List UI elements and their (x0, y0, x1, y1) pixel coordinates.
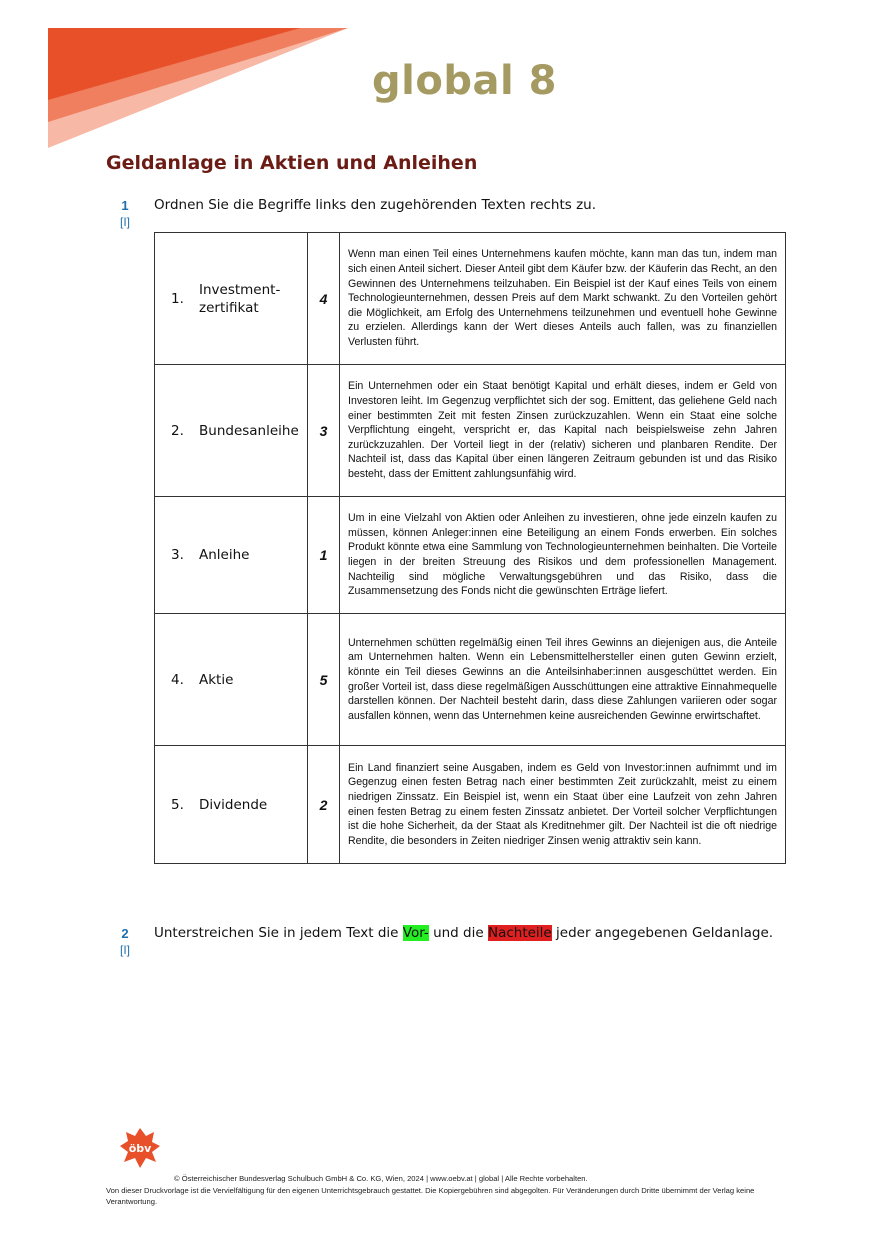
term-label: Investment-zertifikat (199, 281, 281, 316)
instruction-text: Unterstreichen Sie in jedem Text die (154, 925, 403, 941)
answer-cell[interactable]: 1 (308, 497, 340, 614)
highlight-pros: Vor- (402, 925, 429, 941)
instruction-text: und die (428, 925, 488, 941)
task-number: 1 (121, 198, 129, 213)
term-number: 4. (171, 671, 184, 688)
task-2-instruction (154, 925, 773, 941)
answer-cell[interactable]: 2 (308, 746, 340, 864)
description-cell: Ein Land finanziert seine Ausgaben, indem es Geld von Investor:innen aufnimmt und im Gegenzug einen festen Betrag nach einer bestimmten Zeit zurückzahlt, meist zu einem niedrigen Zinssatz. Ein Beispiel ist, wenn ein Staat über eine Laufzeit von zehn Jahren einen festen Betrag zu einem festen Zinssatz anbietet. Der Vorteil solcher Verpflichtungen ist die hohe Sicherheit, da der Staat als Kreditnehmer gilt. Der Nachteil ist die oft niedrige Rendite, die besonders in Zeiten niedriger Zinsen wenig attraktiv sein kann. (340, 746, 786, 864)
term-label: Aktie (199, 671, 234, 688)
term-cell (155, 233, 308, 365)
description-cell: Ein Unternehmen oder ein Staat benötigt Kapital und erhält dieses, indem er Geld von Investoren leiht. Im Gegenzug verpflichtet sich der sog. Emittent, das geliehene Geld nach einer bestimmten Zeit mit festen Zinsen zurückzuzahlen. Wenn ein Staat eine solche Verpflichtung eingeht, verspricht er, das Kapital nach beispielsweise zehn Jahren zurückzuzahlen. Der Vorteil liegt in der (relativ) sicheren und planbaren Rendite. Der Nachteil ist, dass das Kapital über einen längeren Zeitraum gebunden ist und das Risiko besteht, dass der Emittent zahlungsunfähig wird. (340, 365, 786, 497)
task-2-number (106, 925, 144, 959)
table-row (155, 497, 786, 614)
description-cell: Wenn man einen Teil eines Unternehmens kaufen möchte, kann man das tun, indem man sich einen Anteil sichert. Dieser Anteil gibt dem Käufer bzw. der Käuferin das Recht, an den Gewinnen des Unternehmens teilzuhaben. Ein Beispiel ist der Kauf eines Teils von einem Technologieunternehmen, dessen Preis auf dem Markt schwankt. Zu den Vorteilen gehört die Möglichkeit, am Erfolg des Unternehmens teilzunehmen und eventuell hohe Gewinne zu erzielen. Allerdings kann der Wert dieses Anteils auch fallen, was zu finanziellen Verlusten führt. (340, 233, 786, 365)
term-label: Anleihe (199, 547, 250, 563)
task-level: [I] (119, 943, 130, 957)
term-cell (155, 365, 308, 497)
term-cell (155, 614, 308, 746)
table-row (155, 233, 786, 365)
term-number: 2. (171, 422, 184, 439)
task-level: [I] (119, 215, 130, 229)
matching-table (154, 232, 786, 864)
oebv-logo (118, 1126, 162, 1170)
term-cell (155, 746, 308, 864)
term-number: 5. (171, 796, 184, 813)
term-number: 3. (171, 547, 184, 563)
table-row (155, 614, 786, 746)
footer-disclaimer: Von dieser Druckvorlage ist die Vervielfältigung für den eigenen Unterrichtsgebrauch gestattet. Die Kopiergebühren sind abgegolten. Für Veränderungen durch Dritte übernimmt der Verlag keine Verantwortung. (106, 1186, 755, 1206)
answer-cell[interactable]: 4 (308, 233, 340, 365)
description-cell: Unternehmen schütten regelmäßig einen Teil ihres Gewinns an diejenigen aus, die Anteile am Unternehmen halten. Wenn ein Lebensmittelhersteller einen guten Gewinn erzielt, könnte ein Teil dieses Gewinns an die Anteilsinhaber:innen ausgeschüttet werden. Ein großer Vorteil ist, dass diese regelmäßigen Ausschüttungen eine attraktive Einnahmequelle darstellen können. Der Nachteil besteht darin, dass diese Zahlungen variieren oder sogar ausfallen können, wenn das Unternehmen keine ausreichenden Gewinne erwirtschaftet. (340, 614, 786, 746)
task-1-instruction: Ordnen Sie die Begriffe links den zugehörenden Texten rechts zu. (154, 197, 597, 213)
task-1-number (106, 197, 144, 231)
task-number: 2 (121, 926, 129, 941)
term-cell (155, 497, 308, 614)
table-row (155, 365, 786, 497)
footer-copyright: © Österreichischer Bundesverlag Schulbuch GmbH & Co. KG, Wien, 2024 | www.oebv.at | global | Alle Rechte vorbehalten. (174, 1174, 588, 1183)
section-heading: Geldanlage in Aktien und Anleihen (106, 152, 478, 174)
description-cell: Um in eine Vielzahl von Aktien oder Anleihen zu investieren, ohne jede einzeln kaufen zu müssen, können Anleger:innen eine Beteiligung an einem Fonds erwerben. Ein solches Produkt könnte etwa eine Sammlung von Technologieunternehmen beinhalten. Die Vorteile liegen in der breiten Streuung des Risikos und dem professionellen Management. Nachteilig sind mögliche Verwaltungsgebühren und das Risiko, dass die Zusammensetzung des Fonds nicht die gewünschten Erträge liefert. (340, 497, 786, 614)
instruction-text: jeder angegebenen Geldanlage. (551, 925, 774, 941)
term-label: Dividende (199, 796, 268, 813)
answer-cell[interactable]: 5 (308, 614, 340, 746)
brand-title: global 8 (372, 58, 557, 104)
term-number: 1. (171, 290, 184, 307)
table-row (155, 746, 786, 864)
term-label: Bundesanleihe (199, 422, 299, 439)
logo-text: öbv (128, 1142, 152, 1155)
answer-cell[interactable]: 3 (308, 365, 340, 497)
highlight-cons: Nachteile (487, 925, 552, 941)
